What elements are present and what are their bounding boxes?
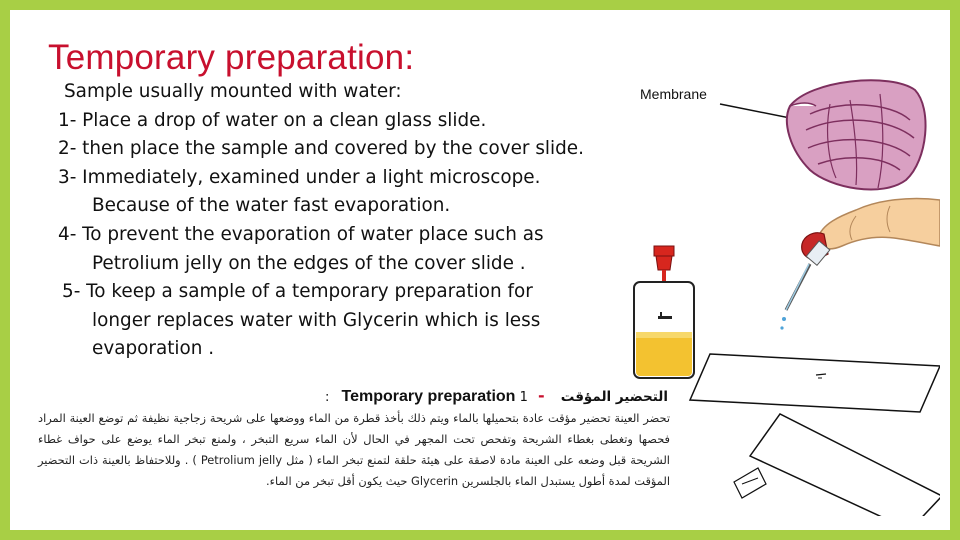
hand-icon [818,198,940,248]
step-3-continued: Because of the water fast evaporation. [92,195,451,217]
arabic-heading [325,386,668,406]
step-1: 1- Place a drop of water on a clean glass slide. [58,109,487,131]
arabic-paragraph: تحضر العينة تحضير مؤقت عادة بتحميلها بالماء ويتم ذلك بأخذ قطرة من الماء ووضعها على شريحة زجاجية نظيفة ثم توضع العينة المراد فحصها وتغطى بغطاء الشريحة وتفحص تحت المجهر في الحال لأن الماء سريع التبخر ، ولمنع تبخر الماء يوضع على حواف غطاء الشريحة قبل وضعه على العينة مادة لاصقة على هيئة حلقة لتمنع تبخر الماء ( مثل Petrolium jelly ) . وللاحتفاظ بالعينة ذات التحضير المؤقت لمدة أطول يستبدل الماء بالجلسرين Glycerin حيث يكون أقل تبخر من الماء. [38,411,670,488]
membrane-label: Membrane [640,86,707,102]
arabic-heading-english: Temporary preparation [341,388,516,405]
step-5-continued-1: longer replaces water with Glycerin which is less [92,309,541,331]
steps-text [42,78,642,364]
step-5: 5- To keep a sample of a temporary preparation for [62,281,533,303]
step-5-continued-2: evaporation . [92,338,215,360]
onion-icon [787,80,926,189]
bottle-icon [634,246,694,378]
intro-line: Sample usually mounted with water: [64,81,402,102]
arabic-heading-colon: : [324,390,330,405]
arabic-heading-number: 1 [519,390,528,405]
arabic-heading-arabic: التحضير المؤقت [560,389,668,405]
slide-title: Temporary preparation: [48,38,415,77]
step-2: 2- then place the sample and covered by the cover slide. [58,138,584,160]
glass-slide-icon [690,354,940,412]
step-4-continued: Petrolium jelly on the edges of the cover slide . [92,252,526,274]
arabic-heading-dash: - [538,386,545,405]
step-3: 3- Immediately, examined under a light microscope. [58,166,541,188]
cover-slide-icon [734,414,940,516]
step-4: 4- To prevent the evaporation of water place such as [58,223,544,245]
slide [10,10,950,530]
dropper-icon [780,233,829,330]
